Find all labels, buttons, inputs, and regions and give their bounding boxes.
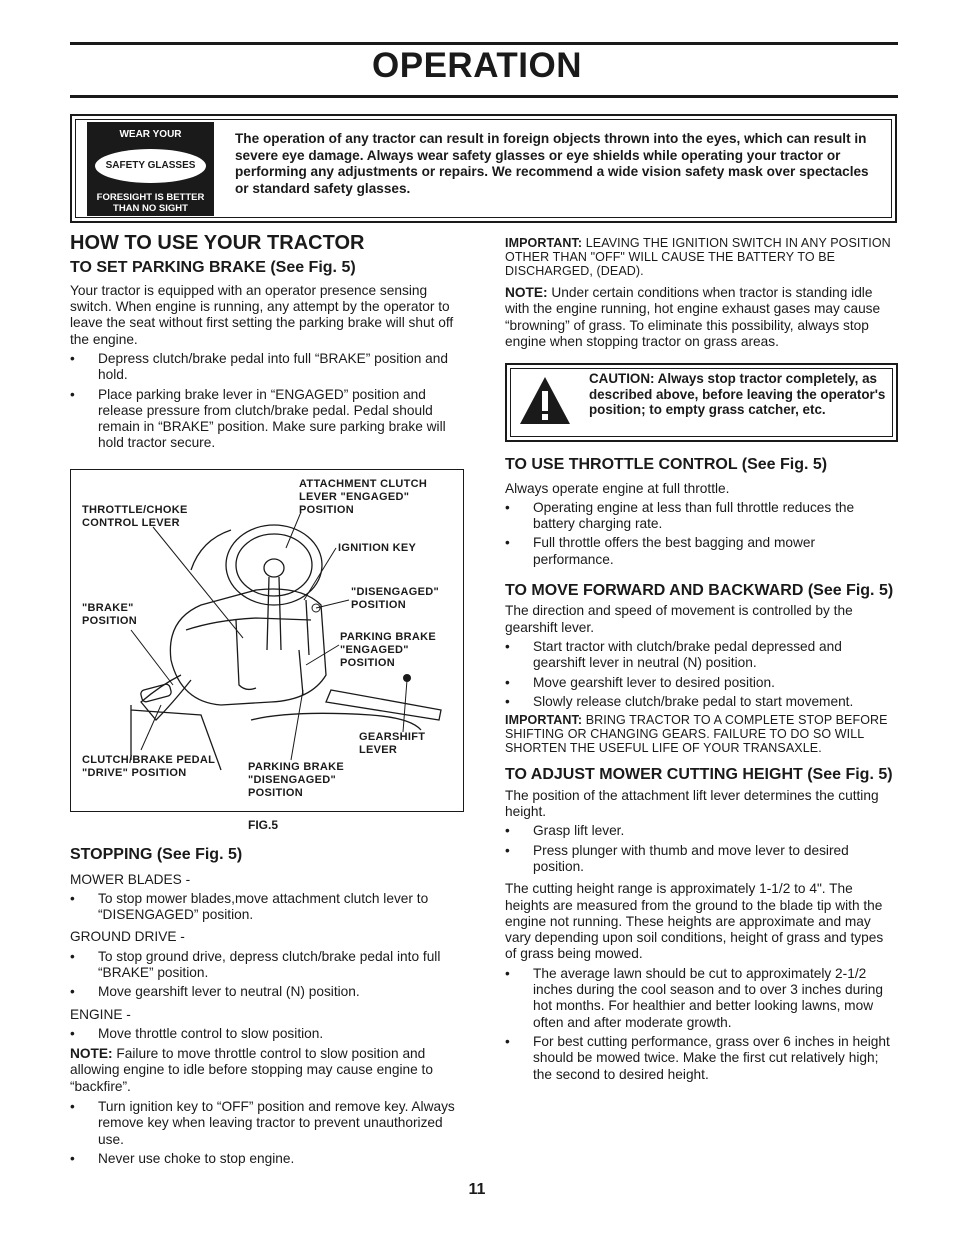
safety-warning-text: The operation of any tractor can result in foreign objects thrown into the eyes, which can result in severe eye damage. Always wear safety glasses or eye shields while operating your tractor or performing any adjustments or repairs. We recommend a wide vision safety mask over spectacles or standard safety glasses. (235, 131, 869, 196)
leader-brake (131, 630, 173, 685)
parking-brake-heading: TO SET PARKING BRAKE (See Fig. 5) (70, 259, 356, 277)
ground-drive-label: GROUND DRIVE - (70, 929, 185, 945)
list-item: • To stop mower blades,move attachment clutch lever to “DISENGAGED” position. (70, 890, 429, 923)
list-item: • Turn ignition key to “OFF” position and remove key. Always remove key when leaving tractor to prevent unauthorized use. (70, 1099, 455, 1147)
fig-label-parking-disengaged: PARKING BRAKE "DISENGAGED" POSITION (248, 761, 344, 799)
leader-disengaged (316, 600, 349, 608)
list-item: • Move gearshift lever to desired position. (505, 674, 775, 690)
title-underline (70, 95, 898, 98)
height-intro: The position of the attachment lift lever determines the cutting height. (505, 787, 879, 820)
list-item: • Depress clutch/brake pedal into full “BRAKE” position and hold. (70, 350, 448, 383)
height-heading: TO ADJUST MOWER CUTTING HEIGHT (See Fig. 5) (505, 766, 893, 784)
safety-glasses-badge (87, 122, 214, 216)
stopping-heading: STOPPING (See Fig. 5) (70, 846, 243, 863)
caution-icon (518, 374, 572, 428)
list-item: • Start tractor with clutch/brake pedal depressed and gearshift lever in neutral (N) position. (505, 639, 842, 671)
list-item: • The average lawn should be cut to approximately 2-1/2 inches during the cool season and to over 3 inches during hot months. For healthier and better looking lawns, mow often and after moderate growth. (505, 965, 884, 1030)
list-item: • Operating engine at less than full throttle reduces the battery charging rate. (505, 499, 855, 532)
list-item: • Full throttle offers the best bagging and mower performance. (505, 535, 816, 567)
throttle-intro: Always operate engine at full throttle. (505, 480, 730, 496)
section-heading: HOW TO USE YOUR TRACTOR (70, 232, 365, 254)
gearshift-knob (403, 674, 411, 682)
list-item: • Move gearshift lever to neutral (N) position. (70, 984, 360, 1000)
page-number: 11 (468, 1181, 486, 1198)
fig-label-ignition: IGNITION KEY (338, 542, 417, 554)
leader-parking-disengaged (291, 690, 303, 760)
parking-intro: Your tractor is equipped with an operator presence sensing switch. When engine is running, any attempt by the operator to leave the seat without first setting the parking brake will shut off the engine. (70, 282, 454, 347)
list-item: • Slowly release clutch/brake pedal to start movement. (505, 693, 854, 709)
badge-line3: FORESIGHT IS BETTER THAN NO SIGHT (96, 192, 205, 214)
throttle-heading: TO USE THROTTLE CONTROL (See Fig. 5) (505, 456, 828, 473)
list-item: • Press plunger with thumb and move lever to desired position. (505, 842, 849, 874)
top-rule (70, 42, 898, 45)
move-intro: The direction and speed of movement is controlled by the gearshift lever. (505, 603, 853, 635)
caution-text: CAUTION: Always stop tractor completely, as described above, before leaving the operator's position; to empty grass catcher, etc. (589, 371, 886, 417)
engine-label: ENGINE - (70, 1006, 131, 1022)
list-item: • Never use choke to stop engine. (70, 1150, 295, 1166)
caution-box (505, 363, 898, 442)
left-column-lower (70, 845, 464, 1167)
fig-label-clutch-drive: CLUTCH/BRAKE PEDAL "DRIVE" POSITION (82, 754, 215, 779)
stopping-note: NOTE: Failure to move throttle control to slow position and allowing engine to idle before stopping may cause engine to “backfire”. (70, 1046, 433, 1094)
badge-line2: SAFETY GLASSES (95, 149, 206, 183)
page-title: OPERATION (372, 46, 582, 85)
safety-warning-box (70, 114, 897, 223)
fig-label-brake: "BRAKE" POSITION (82, 602, 137, 627)
fig-label-parking-engaged: PARKING BRAKE "ENGAGED" POSITION (340, 631, 436, 669)
fig-label-attachment-clutch: ATTACHMENT CLUTCH LEVER "ENGAGED" POSITION (299, 478, 428, 516)
list-item: • For best cutting performance, grass over 6 inches in height should be mowed twice. Make the first cut relatively high; the second to desired height. (505, 1033, 890, 1082)
badge-line1: WEAR YOUR (119, 129, 182, 140)
browning-note: NOTE: Under certain conditions when tractor is standing idle with the engine running, hot engine exhaust gases may cause “browning” of grass. To eliminate this possibility, always stop engine when stopping tractor on grass areas. (505, 285, 881, 349)
fig-label-gearshift: GEARSHIFT LEVER (359, 731, 426, 756)
leader-throttle (153, 527, 243, 638)
list-item: • Grasp lift lever. (505, 823, 625, 839)
leader-ignition (304, 548, 336, 600)
list-item: • Place parking brake lever in “ENGAGED” position and release pressure from clutch/brake pedal. Pedal should remain in “BRAKE” position. Make sure parking brake will hold tractor secure. (70, 386, 446, 451)
leader-parking-engaged (306, 645, 339, 665)
list-item: • Move throttle control to slow position. (70, 1025, 324, 1041)
fig-label-disengaged: "DISENGAGED" POSITION (351, 586, 439, 611)
list-item: • To stop ground drive, depress clutch/brake pedal into full “BRAKE” position. (70, 948, 441, 980)
left-column (70, 232, 464, 452)
important-ignition: IMPORTANT: LEAVING THE IGNITION SWITCH IN ANY POSITION OTHER THAN "OFF" WILL CAUSE THE BATTERY TO BE DISCHARGED, (DEAD). (505, 236, 891, 278)
figure-tractor-controls (70, 469, 464, 812)
right-column-top (505, 236, 898, 350)
important-gears: IMPORTANT: BRING TRACTOR TO A COMPLETE STOP BEFORE SHIFTING OR CHANGING GEARS. FAILURE TO DO SO WILL SHORTEN THE USEFUL LIFE OF YOUR TRANSAXLE. (505, 713, 888, 756)
leader-gearshift (403, 680, 407, 732)
right-column-lower (505, 455, 898, 1083)
move-heading: TO MOVE FORWARD AND BACKWARD (See Fig. 5) (505, 581, 894, 599)
fig-label-throttle: THROTTLE/CHOKE CONTROL LEVER (82, 504, 188, 529)
mower-blades-label: MOWER BLADES - (70, 871, 191, 887)
height-range: The cutting height range is approximately 1-1/2 to 4". The heights are measured from the ground to the blade tip with the engine not running. These heights are approximate and may vary depending upon soil conditions, height of grass and types of grass being mowed. (505, 881, 884, 962)
figure-caption: FIG.5 (248, 818, 279, 832)
